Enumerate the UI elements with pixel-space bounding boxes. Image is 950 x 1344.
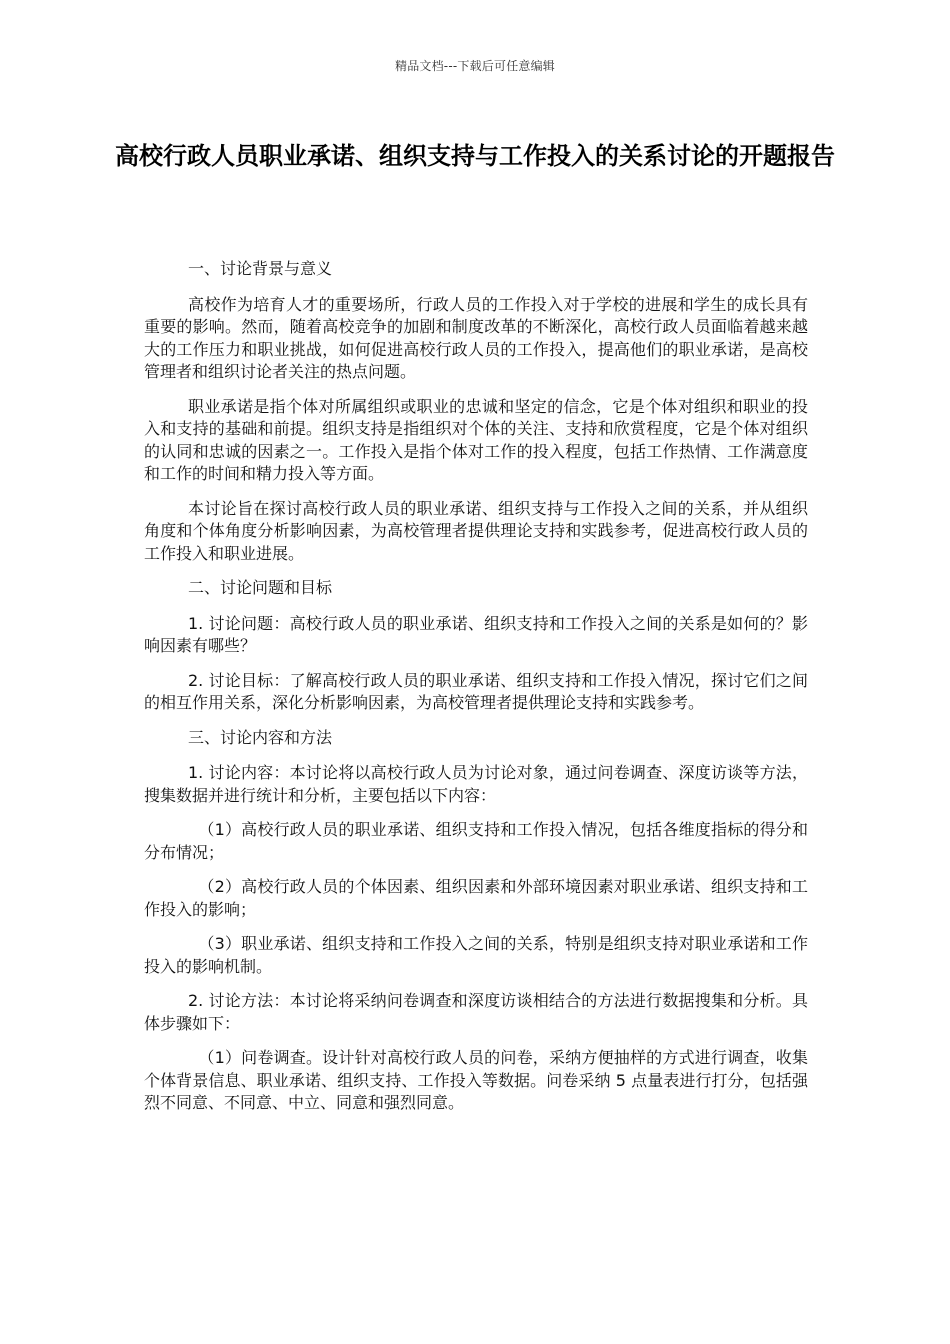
- sub-list-item: （1）问卷调查。设计针对高校行政人员的问卷，采纳方便抽样的方式进行调查，收集个体背景信息、职业承诺、组织支持、工作投入等数据。问卷采纳 5 点量表进行打分，包括强烈不同意、不同意、中立、同意和强烈同意。: [144, 1048, 808, 1112]
- paragraph: 高校作为培育人才的重要场所，行政人员的工作投入对于学校的进展和学生的成长具有重要的影响。然而，随着高校竞争的加剧和制度改革的不断深化，高校行政人员面临着越来越大的工作压力和职业挑战，如何促进高校行政人员的工作投入，提高他们的职业承诺，是高校管理者和组织讨论者关注的热点问题。: [144, 294, 808, 381]
- list-item: 1. 讨论问题：高校行政人员的职业承诺、组织支持和工作投入之间的关系是如何的？影响因素有哪些？: [144, 613, 808, 655]
- header-note: 精品文档---下载后可任意编辑: [395, 59, 555, 73]
- document-title: 高校行政人员职业承诺、组织支持与工作投入的关系讨论的开题报告: [115, 142, 835, 170]
- section-heading: 三、讨论内容和方法: [188, 727, 333, 747]
- sub-list-item: （3）职业承诺、组织支持和工作投入之间的关系，特别是组织支持对职业承诺和工作投入的影响机制。: [144, 934, 808, 976]
- paragraph: 本讨论旨在探讨高校行政人员的职业承诺、组织支持与工作投入之间的关系，并从组织角度和个体角度分析影响因素，为高校管理者提供理论支持和实践参考，促进高校行政人员的工作投入和职业进展。: [144, 498, 808, 563]
- list-item: 1. 讨论内容：本讨论将以高校行政人员为讨论对象，通过问卷调查、深度访谈等方法，搜集数据并进行统计和分析，主要包括以下内容：: [144, 763, 808, 805]
- list-item: 2. 讨论目标：了解高校行政人员的职业承诺、组织支持和工作投入情况，探讨它们之间的相互作用关系，深化分析影响因素，为高校管理者提供理论支持和实践参考。: [144, 670, 808, 712]
- section-heading: 二、讨论问题和目标: [188, 578, 333, 597]
- document-body: [144, 258, 808, 1127]
- paragraph: 职业承诺是指个体对所属组织或职业的忠诚和坚定的信念，它是个体对组织和职业的投入和支持的基础和前提。组织支持是指组织对个体的关注、支持和欣赏程度，它是个体对组织的认同和忠诚的因素之一。工作投入是指个体对工作的投入程度，包括工作热情、工作满意度和工作的时间和精力投入等方面。: [144, 396, 808, 483]
- sub-list-item: （2）高校行政人员的个体因素、组织因素和外部环境因素对职业承诺、组织支持和工作投入的影响；: [144, 877, 808, 919]
- section-heading: 一、讨论背景与意义: [188, 259, 333, 278]
- sub-list-item: （1）高校行政人员的职业承诺、组织支持和工作投入情况，包括各维度指标的得分和分布情况；: [144, 820, 808, 862]
- list-item: 2. 讨论方法：本讨论将采纳问卷调查和深度访谈相结合的方法进行数据搜集和分析。具体步骤如下：: [144, 991, 808, 1033]
